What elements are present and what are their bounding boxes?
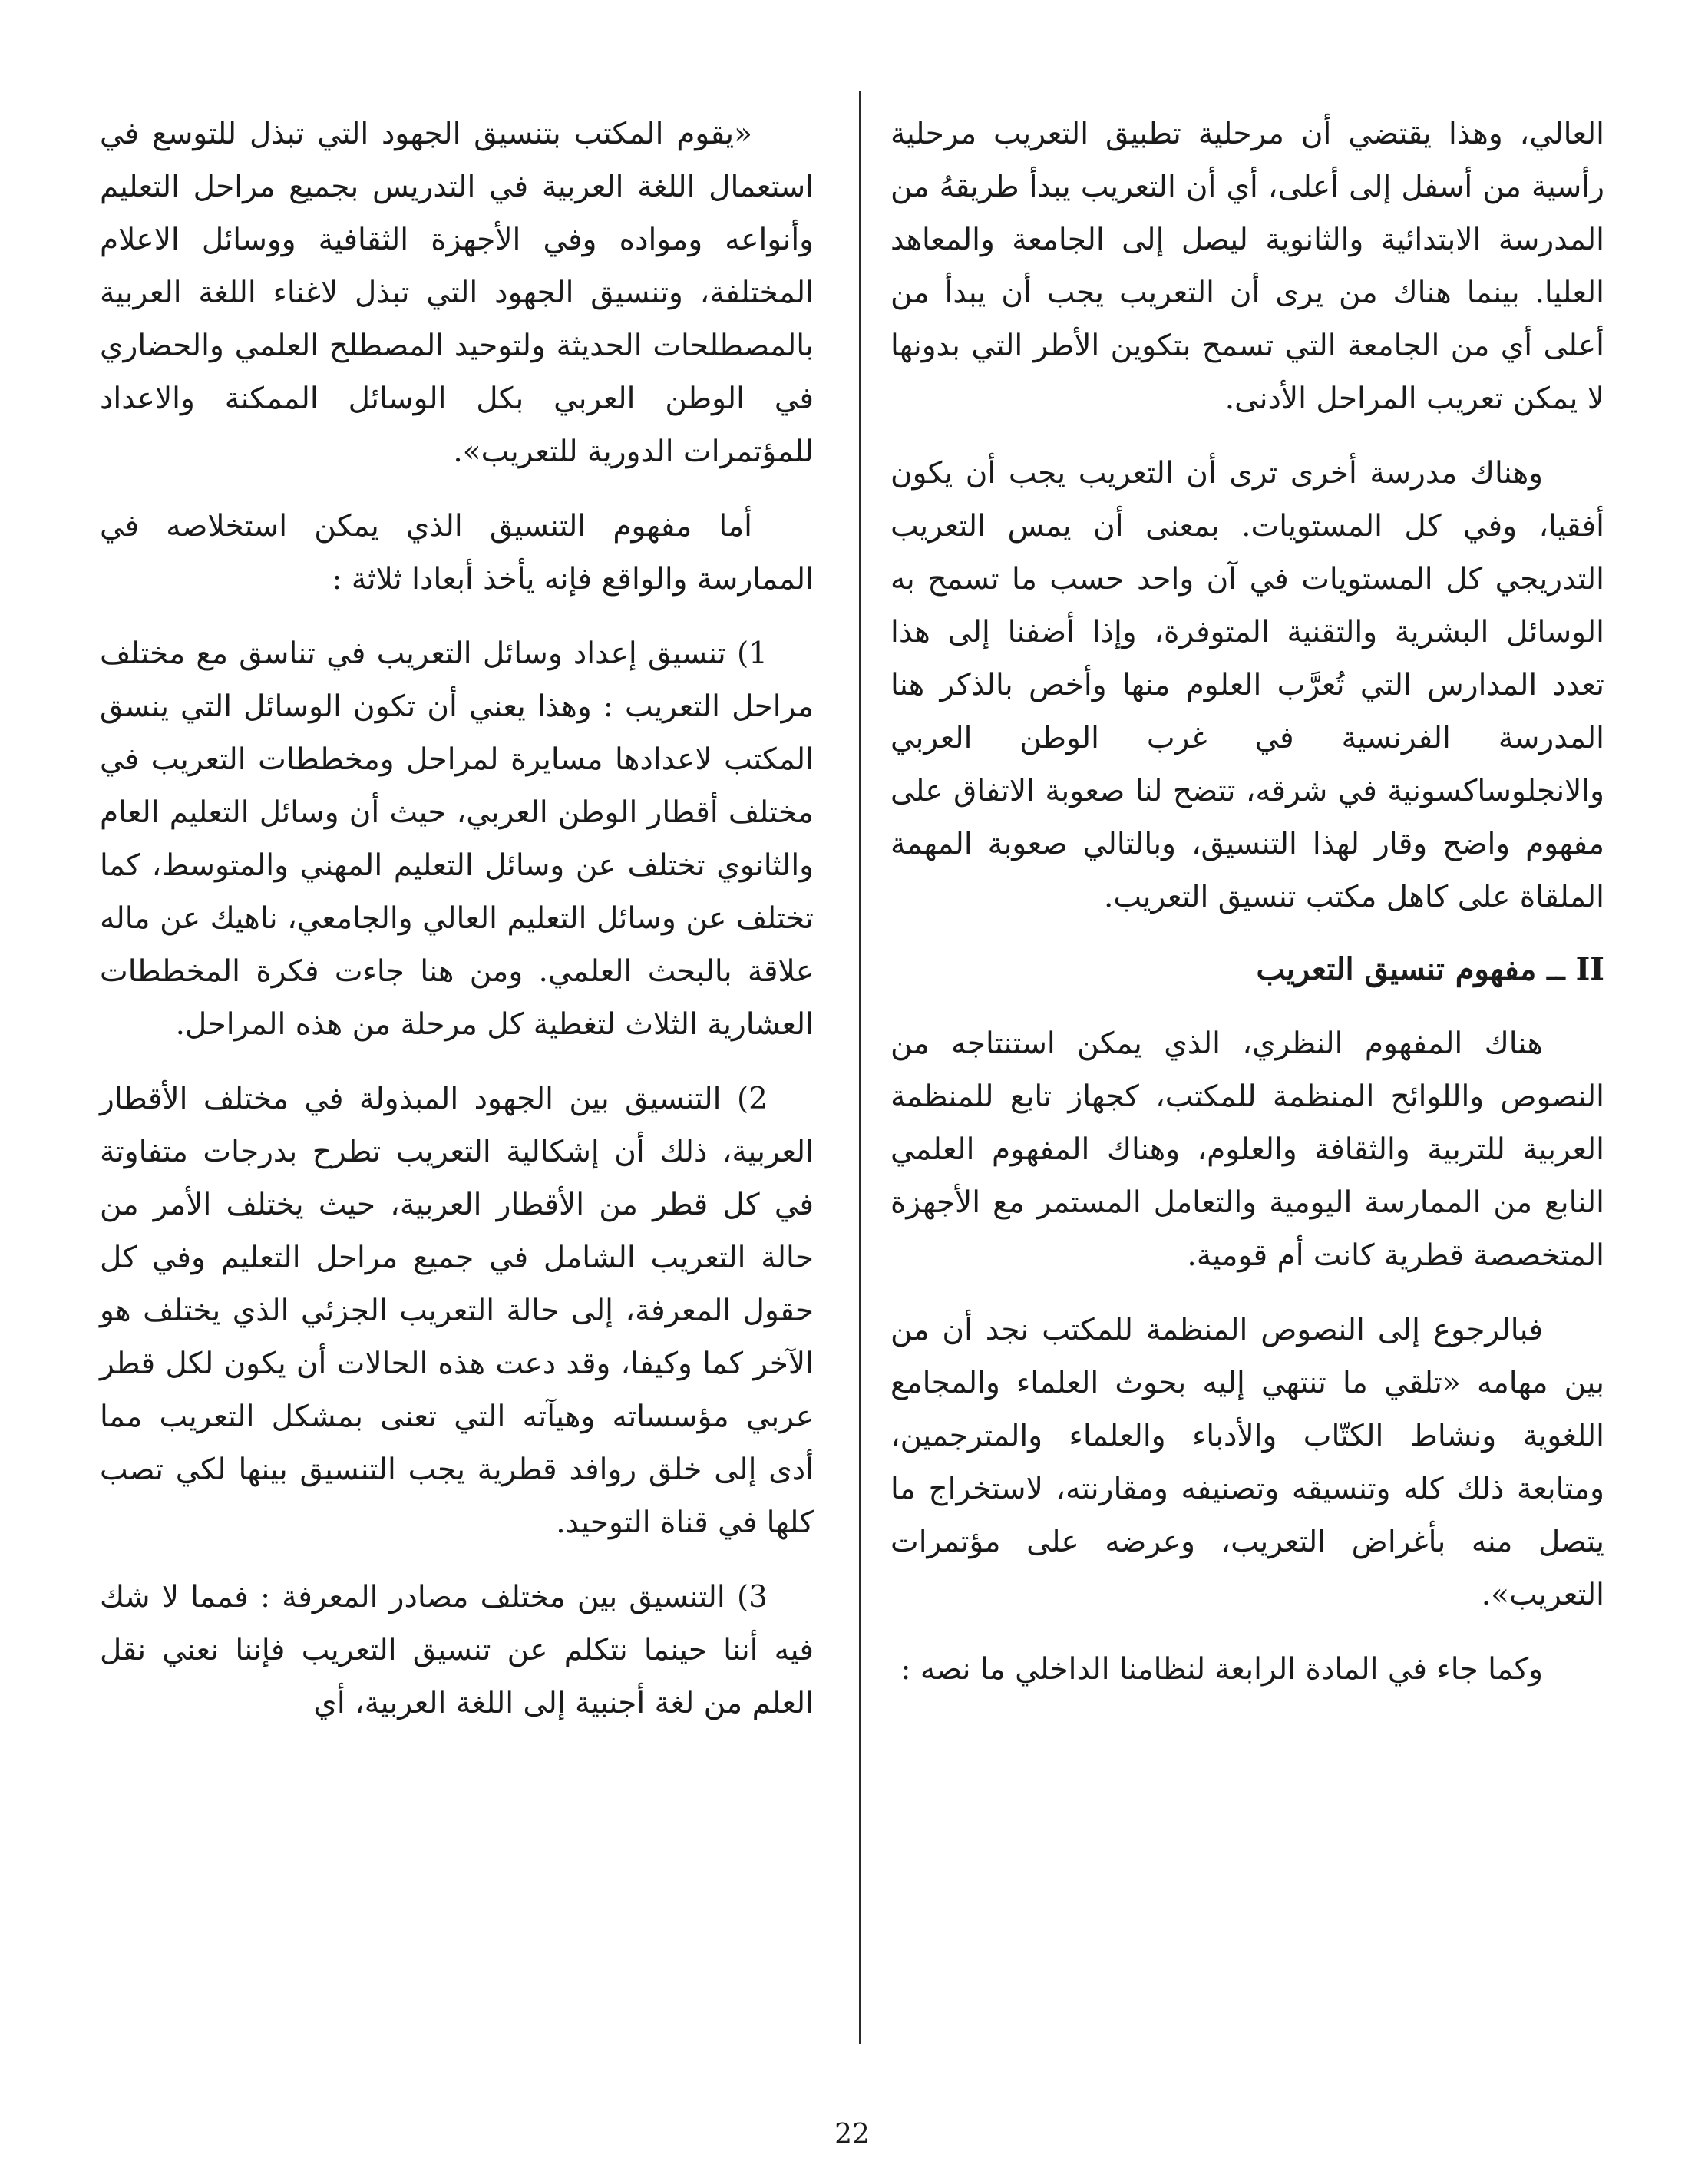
paragraph: العالي، وهذا يقتضي أن مرحلية تطبيق التعريب مرحلية رأسية من أسفل إلى أعلى، أي أن التعريب يبدأ طريقهُ من المدرسة الابتدائية والثانوية ليصل إلى الجامعة والمعاهد العليا. بينما هناك من يرى أن التعريب يجب أن يبدأ من أعلى أي من الجامعة التي تسمح بتكوين الأطر التي بدونها لا يمكن تعريب المراحل الأدنى. [890,117,1604,416]
paragraph: أما مفهوم التنسيق الذي يمكن استخلاصه في الممارسة والواقع فإنه يأخذ أبعادا ثلاثة : [100,509,814,597]
column-divider [859,91,861,2044]
right-column [890,107,1604,1717]
paragraph: هناك المفهوم النظري، الذي يمكن استنتاجه من النصوص واللوائح المنظمة للمكتب، كجهاز تابع للمنظمة العربية للتربية والثقافة والعلوم، وهناك المفهوم العلمي النابع من الممارسة اليومية والتعامل المستمر مع الأجهزة المتخصصة قطرية كانت أم قومية. [890,1026,1604,1273]
list-item: 3) التنسيق بين مختلف مصادر المعرفة : فمما لا شك فيه أننا حينما نتكلم عن تنسيق التعريب فإننا نعني نقل العلم من لغة أجنبية إلى اللغة العربية، أي [100,1580,814,1720]
section-heading: II ــ مفهوم تنسيق التعريب [1256,951,1604,987]
left-column [100,107,814,1751]
page-number: 22 [834,2119,870,2150]
paragraph: وهناك مدرسة أخرى ترى أن التعريب يجب أن يكون أفقيا، وفي كل المستويات. بمعنى أن يمس التعريب التدريجي كل المستويات في آن واحد حسب ما تسمح به الوسائل البشرية والتقنية المتوفرة، وإذا أضفنا إلى هذا تعدد المدارس التي تُعرَّب العلوم منها وأخص بالذكر هنا المدرسة الفرنسية في غرب الوطن العربي والانجلوساكسونية في شرقه، تتضح لنا صعوبة الاتفاق على مفهوم واضح وقار لهذا التنسيق، وبالتالي صعوبة المهمة الملقاة على كاهل مكتب تنسيق التعريب. [890,456,1604,914]
paragraph: فبالرجوع إلى النصوص المنظمة للمكتب نجد أن من بين مهامه «تلقي ما تنتهي إليه بحوث العلماء والمجامع اللغوية ونشاط الكتّاب والأدباء والعلماء والمترجمين، ومتابعة ذلك كله وتنسيقه وتصنيفه ومقارنته، لاستخراج ما يتصل منه بأغراض التعريب، وعرضه على مؤتمرات التعريب». [890,1313,1604,1612]
paragraph: وكما جاء في المادة الرابعة لنظامنا الداخلي ما نصه : [900,1652,1543,1687]
list-item: 1) تنسيق إعداد وسائل التعريب في تناسق مع مختلف مراحل التعريب : وهذا يعني أن تكون الوسائل التي ينسق المكتب لاعدادها مسايرة لمراحل ومخططات التعريب في مختلف أقطار الوطن العربي، حيث أن وسائل التعليم العام والثانوي تختلف عن وسائل التعليم المهني والمتوسط، كما تختلف عن وسائل التعليم العالي والجامعي، ناهيك عن ماله علاقة بالبحث العلمي. ومن هنا جاءت فكرة المخططات العشارية الثلاث لتغطية كل مرحلة من هذه المراحل. [100,636,814,1042]
list-item: 2) التنسيق بين الجهود المبذولة في مختلف الأقطار العربية، ذلك أن إشكالية التعريب تطرح بدرجات متفاوتة في كل قطر من الأقطار العربية، حيث يختلف الأمر من حالة التعريب الشامل في جميع مراحل التعليم وفي كل حقول المعرفة، إلى حالة التعريب الجزئي الذي يختلف هو الآخر كما وكيفا، وقد دعت هذه الحالات أن يكون لكل قطر عربي مؤسساته وهيآته التي تعنى بمشكل التعريب مما أدى إلى خلق روافد قطرية يجب التنسيق بينها لكي تصب كلها في قناة التوحيد. [100,1082,814,1540]
quote-paragraph: «يقوم المكتب بتنسيق الجهود التي تبذل للتوسع في استعمال اللغة العربية في التدريس بجميع مراحل التعليم وأنواعه ومواده وفي الأجهزة الثقافية ووسائل الاعلام المختلفة، وتنسيق الجهود التي تبذل لاغناء اللغة العربية بالمصطلحات الحديثة ولتوحيد المصطلح العلمي والحضاري في الوطن العربي بكل الوسائل الممكنة والاعداد للمؤتمرات الدورية للتعريب». [100,117,814,469]
